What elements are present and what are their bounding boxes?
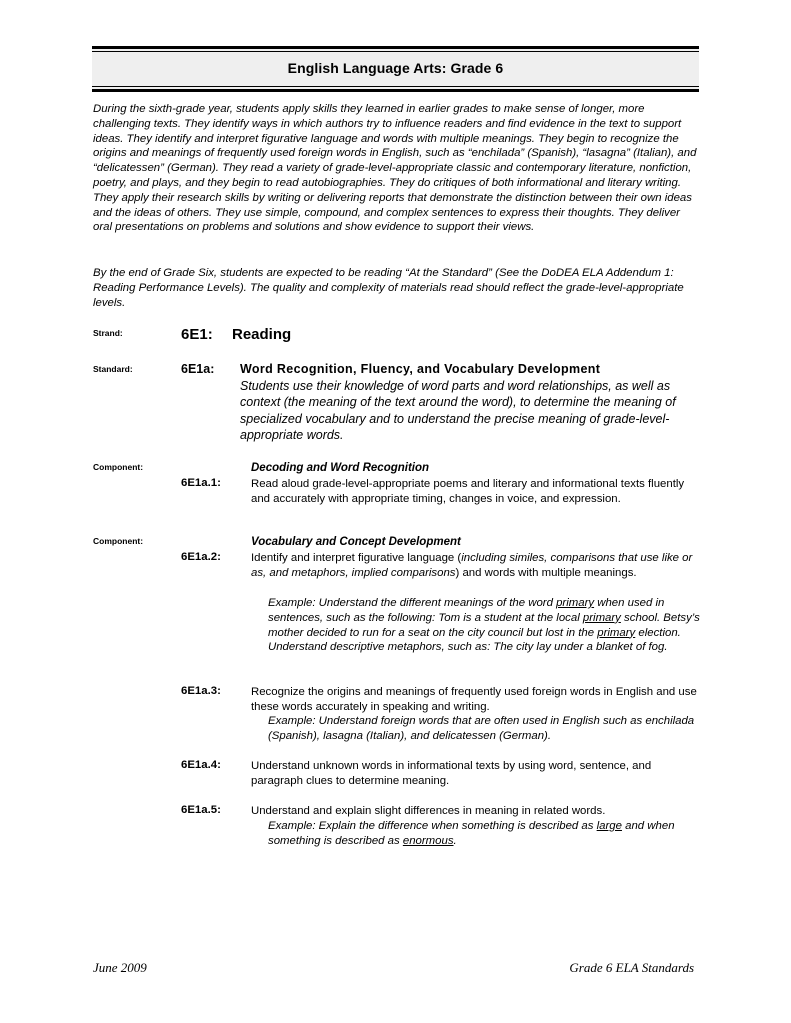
item-text: Understand and explain slight differences in meaning in related words.	[251, 805, 606, 817]
component-label: Component:	[93, 462, 144, 472]
item-text: Identify and interpret figurative language (including similes, comparisons that use like or as, and metaphors, implied comparisons) and words with multiple meanings.	[251, 552, 693, 579]
page-title: English Language Arts: Grade 6	[287, 60, 504, 76]
strand-name: Reading	[232, 326, 292, 343]
item-code: 6E1a.3:	[181, 685, 221, 697]
item-example: Example: Understand the different meanings of the word primary when used in sentences, such as the following: Tom is a student at the local primary school. Betsy’s mother decided to run for a seat on the city council but lost in the primary election. Understand descriptive metaphors, such as: The city lay under a blanket of fog.	[268, 597, 700, 654]
item-code: 6E1a.5:	[181, 804, 221, 816]
item-example: Example: Understand foreign words that are often used in English such as enchilada (Spanish), lasagna (Italian), and delicatessen (German).	[268, 715, 695, 742]
item-text: Read aloud grade-level-appropriate poems and literary and informational texts fluently and accurately with appropriate timing, changes in voice, and expression.	[251, 478, 685, 505]
strand-label: Strand:	[93, 328, 123, 338]
footer-date: June 2009	[93, 960, 147, 975]
standard-description: Students use their knowledge of word parts and word relationships, as well as context (the meaning of the text around the word), to determine the meaning of specialized vocabulary and to understand the precise meaning of grade-level-appropriate words.	[240, 379, 676, 442]
item-example: Example: Explain the difference when something is described as large and when something is described as enormous.	[268, 820, 675, 847]
item-code: 6E1a.1:	[181, 477, 221, 489]
item-code: 6E1a.4:	[181, 759, 221, 771]
standard-code: 6E1a:	[181, 362, 215, 376]
title-band	[92, 46, 699, 92]
component-title: Decoding and Word Recognition	[251, 462, 430, 474]
item-text: Recognize the origins and meanings of frequently used foreign words in English and use these words accurately in speaking and writing.	[251, 686, 697, 713]
item-text: Understand unknown words in informational texts by using word, sentence, and paragraph clues to determine meaning.	[251, 760, 652, 787]
strand-code: 6E1:	[181, 326, 213, 343]
intro-paragraph: During the sixth-grade year, students apply skills they learned in earlier grades to make sense of longer, more challenging texts. They identify ways in which authors try to influence readers and find evidence in the text to support ideas. They identify and interpret figurative language and words with multiple meanings. They begin to recognize the origins and meanings of frequently used foreign words in English, such as “enchilada” (Spanish), “lasagna” (Italian), and “delicatessen” (German). They read a variety of grade-level-appropriate classic and contemporary literature, nonfiction, poetry, and plays, and they begin to read autobiographies. They do critiques of both informational and literary writing. They apply their research skills by writing or delivering reports that demonstrate the distinction between their own ideas and the ideas of others. They use simple, compound, and complex sentences to express their thoughts. They deliver oral presentations on problems and solutions and show evidence to support their views.	[93, 103, 697, 234]
component-title: Vocabulary and Concept Development	[251, 536, 461, 548]
footer-title: Grade 6 ELA Standards	[569, 960, 694, 975]
intro-paragraph-2: By the end of Grade Six, students are expected to be reading “At the Standard” (See the DoDEA ELA Addendum 1: Reading Performance Levels). The quality and complexity of materials read should reflect the grade-level-appropriate levels.	[93, 267, 684, 309]
standard-label: Standard:	[93, 364, 133, 374]
standard-title: Word Recognition, Fluency, and Vocabulary Development	[240, 362, 601, 376]
item-code: 6E1a.2:	[181, 551, 221, 563]
component-label: Component:	[93, 536, 144, 546]
